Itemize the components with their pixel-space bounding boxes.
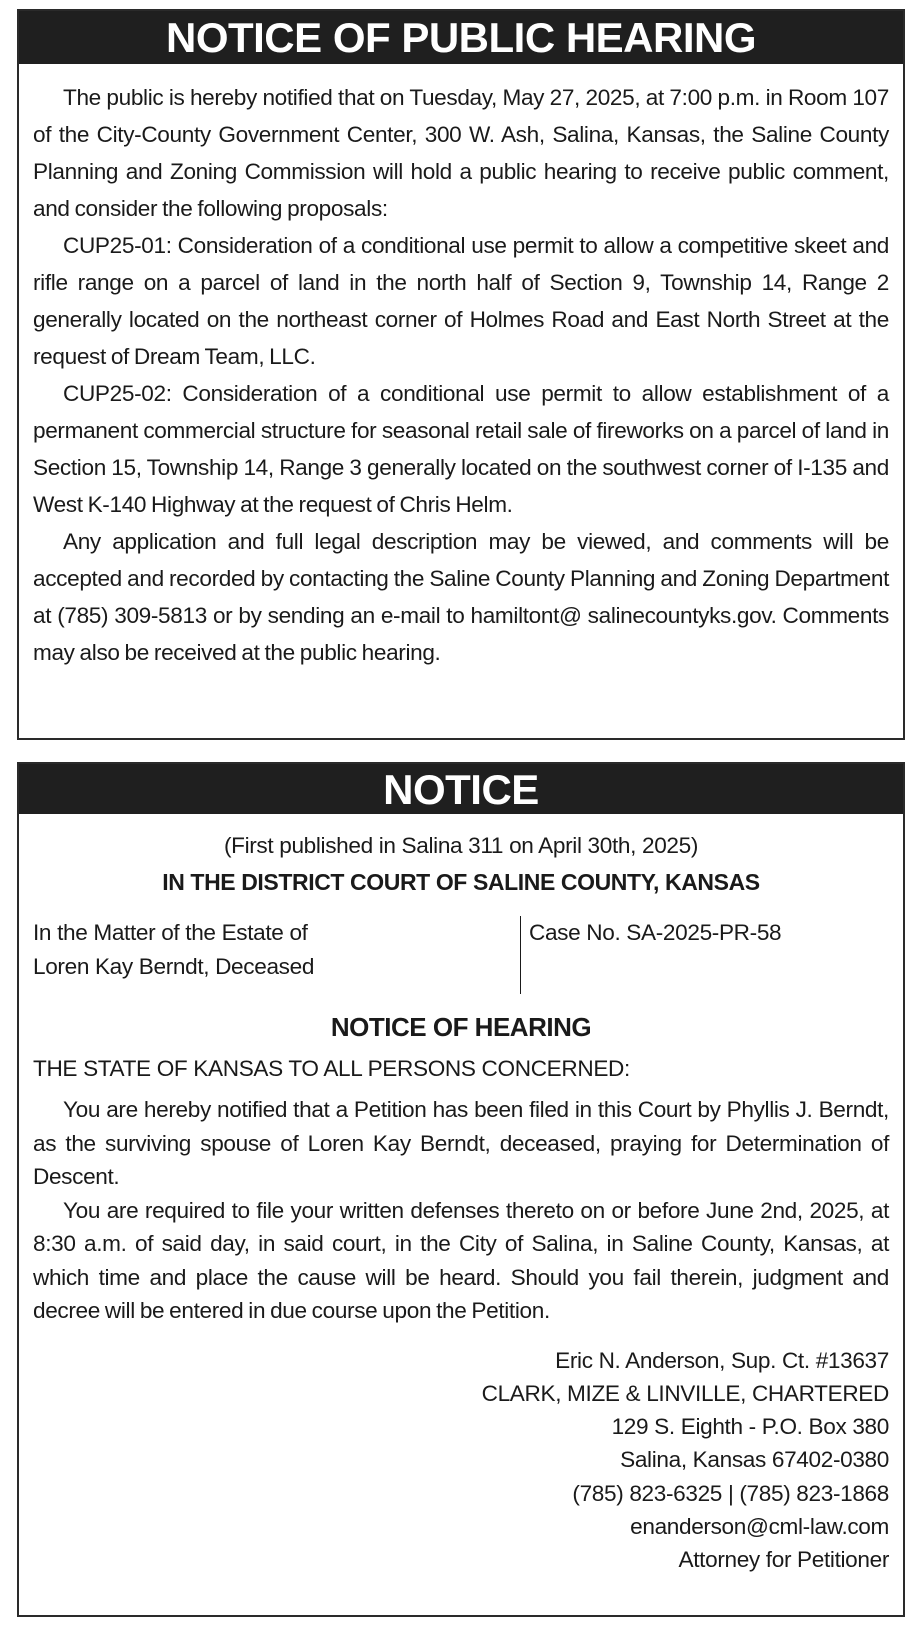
attorney-role: Attorney for Petitioner	[678, 1547, 889, 1573]
hearing-title: NOTICE OF HEARING	[330, 1012, 592, 1042]
attorney-name: Eric N. Anderson, Sup. Ct. #13637	[555, 1347, 889, 1373]
notice-body	[19, 828, 903, 1577]
case-number: Case No. SA-2025-PR-58	[529, 920, 782, 945]
publication-line: (First published in Salina 311 on April 30th, 2025)	[223, 833, 699, 858]
state-address-line: THE STATE OF KANSAS TO ALL PERSONS CONCERNED:	[33, 1056, 630, 1081]
cup25-01-paragraph: CUP25-01: Consideration of a conditional use permit to allow a competitive skeet and rifle range on a parcel of land in the north half of Section 9, Township 14, Range 2 generally located on the northeast corner of Holmes Road and East North Street at the request of Dream Team, LLC.	[33, 233, 889, 369]
contact-paragraph: Any application and full legal description may be viewed, and comments will be accepted and recorded by contacting the Saline County Planning and Zoning Department at (785) 309-5813 or by sending an e-mail to hamiltont@ salinecountyks.gov. Comments may also be received at the public hearing.	[33, 529, 889, 665]
notice-title: NOTICE	[19, 764, 903, 814]
petition-paragraph: You are hereby notified that a Petition has been filed in this Court by Phyllis J. Berndt, as the surviving spouse of Loren Kay Berndt, deceased, praying for Determination of Descent.	[33, 1097, 889, 1189]
attorney-email: enanderson@cml-law.com	[630, 1513, 889, 1539]
cup25-02-paragraph: CUP25-02: Consideration of a conditional use permit to allow establishment of a permanent commercial structure for seasonal retail sale of fireworks on a parcel of land in Section 15, Township 14, Range 3 generally located on the southwest corner of I-135 and West K-140 Highway at the request of Chris Helm.	[33, 381, 889, 517]
attorney-signature-block	[33, 1344, 889, 1577]
phone-numbers: (785) 823-6325 | (785) 823-1868	[572, 1480, 889, 1506]
court-heading: IN THE DISTRICT COURT OF SALINE COUNTY, KANSAS	[162, 869, 760, 895]
address-line-2: Salina, Kansas 67402-0380	[620, 1447, 889, 1473]
address-line-1: 129 S. Eighth - P.O. Box 380	[611, 1414, 889, 1440]
defenses-paragraph: You are required to file your written defenses thereto on or before June 2nd, 2025, at 8:30 a.m. of said day, in said court, in the City of Salina, in Saline County, Kansas, at which time and place the cause will be heard. Should you fail therein, judgment and decree will be entered in due course upon the Petition.	[33, 1197, 889, 1323]
matter-line-2: Loren Kay Berndt, Deceased	[33, 954, 315, 979]
notice-body	[19, 64, 903, 671]
matter-caption	[33, 916, 314, 984]
matter-line-1: In the Matter of the Estate of	[33, 920, 308, 945]
estate-hearing-notice	[17, 762, 905, 1617]
notice-title: NOTICE OF PUBLIC HEARING	[19, 11, 903, 64]
intro-paragraph: The public is hereby notified that on Tuesday, May 27, 2025, at 7:00 p.m. in Room 107 of the City-County Government Center, 300 W. Ash, Salina, Kansas, the Saline County Planning and Zoning Commission will hold a public hearing to receive public comment, and consider the following proposals:	[33, 85, 889, 221]
case-caption	[33, 916, 889, 996]
law-firm: CLARK, MIZE & LINVILLE, CHARTERED	[481, 1380, 889, 1406]
public-hearing-notice	[17, 9, 905, 740]
caption-divider	[520, 916, 521, 994]
